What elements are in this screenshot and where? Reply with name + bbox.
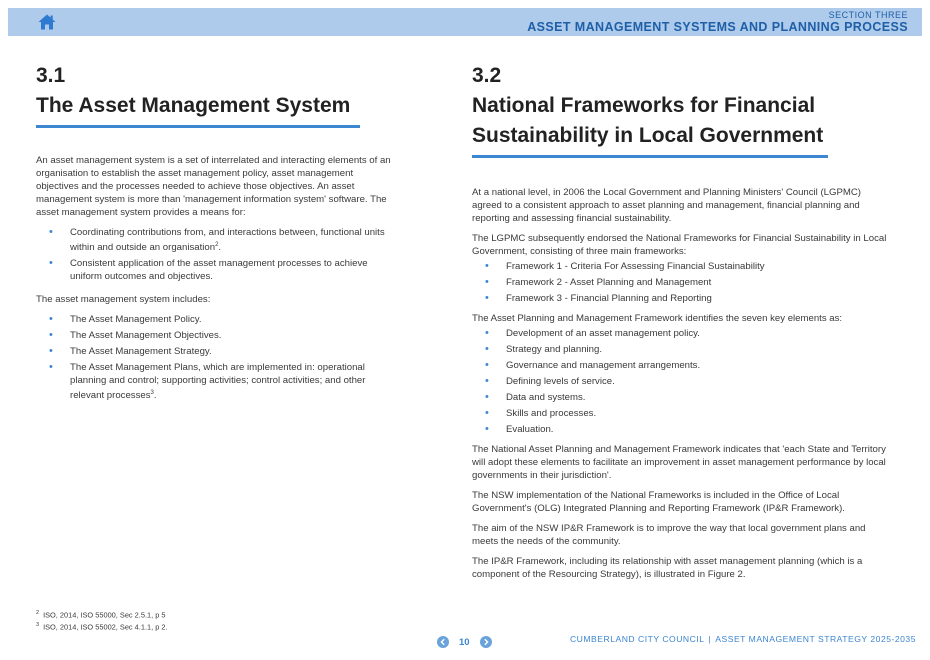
list-item-text: Coordinating contributions from, and interactions between, functional units within and outside an organisation <box>70 227 385 254</box>
footer-doc-info <box>570 634 916 644</box>
home-icon[interactable] <box>38 14 56 30</box>
elements-list <box>472 327 887 436</box>
separator: | <box>708 634 712 644</box>
paragraph: The Asset Planning and Management Framework identifies the seven key elements as: <box>472 313 843 324</box>
footnote-ref[interactable]: 3 <box>150 390 154 397</box>
page-number: 10 <box>459 636 470 648</box>
list-item: • Development of an asset management policy. <box>472 327 887 340</box>
header-bar <box>8 8 922 36</box>
frameworks-list <box>472 260 887 305</box>
list-item: • The Asset Management Plans, which are implemented in: operational planning and control; supporting activities; control activities; and other relevant processes$^3$. <box>36 361 396 402</box>
means-list <box>36 226 396 283</box>
section-number-left: 3.1 <box>36 64 66 87</box>
list-item-text: Consistent application of the asset management processes to achieve uniform outcomes and objectives. <box>70 258 368 283</box>
intro-paragraph: An asset management system is a set of interrelated and interacting elements of an organisation to establish the asset management policy, asset management objectives and the processes needed to achieve those objectives. An asset management system is more than 'management information system' software. The asset management system provides a means for: <box>36 155 391 218</box>
list-item: • Coordinating contributions from, and interactions between, functional units within and outside an organisation$^2$. <box>36 226 396 254</box>
section-heading-left: The Asset Management System <box>36 94 351 117</box>
list-item: • Defining levels of service. <box>472 375 887 388</box>
list-item <box>36 313 396 326</box>
footnote <box>36 608 168 620</box>
section-number-right: 3.2 <box>472 64 502 87</box>
paragraph: The aim of the NSW IP&R Framework is to improve the way that local government plans and meets the needs of the community. <box>472 523 866 547</box>
footnotes <box>36 608 168 633</box>
paragraph: The National Asset Planning and Management Framework indicates that 'each State and Territory will adopt these elements to facilitate an improvement in asset management performance by local governments in their jurisdiction'. <box>472 444 886 481</box>
list-item: • Data and systems. <box>472 391 887 404</box>
section-heading-right-line2: Sustainability in Local Government <box>472 124 824 147</box>
list-item <box>36 329 396 342</box>
footnote-text: ISO, 2014, ISO 55002, Sec 4.1.1, p 2. <box>43 622 168 632</box>
right-column <box>472 60 887 588</box>
list-item <box>36 257 396 283</box>
paragraph: The IP&R Framework, including its relationship with asset management planning (which is a component of the Resourcing Strategy), is illustrated in Figure 2. <box>472 556 863 580</box>
paragraph: At a national level, in 2006 the Local Government and Planning Ministers' Council (LGPMC) agreed to a consistent approach to asset planning and management, financial planning and reporting and assessing financial sustainability. <box>472 187 861 224</box>
list-item: • Framework 1 - Criteria For Assessing Financial Sustainability <box>472 260 887 273</box>
footnote-ref[interactable]: 2 <box>215 242 219 248</box>
includes-list <box>36 313 396 402</box>
section-title: ASSET MANAGEMENT SYSTEMS AND PLANNING PROCESS <box>527 20 908 34</box>
paragraph: The LGPMC subsequently endorsed the National Frameworks for Financial Sustainability in Local Government, consisting of three main frameworks: <box>472 233 887 257</box>
list-item-text: The Asset Management Plans, which are implemented in: operational planning and control; supporting activities; control activities; and other relevant processes <box>70 362 366 402</box>
chevron-right-icon[interactable] <box>480 636 492 648</box>
left-column <box>36 60 396 409</box>
section-heading-right-line1: National Frameworks for Financial <box>472 94 816 117</box>
list-item <box>36 345 396 358</box>
list-item-text: The Asset Management Strategy. <box>70 346 212 358</box>
pager <box>437 635 492 649</box>
includes-intro: The asset management system includes: <box>36 294 211 306</box>
list-item-text: The Asset Management Policy. <box>70 314 202 326</box>
list-item: • Evaluation. <box>472 423 887 436</box>
footnote <box>36 620 168 632</box>
list-item: • Framework 2 - Asset Planning and Management <box>472 276 887 289</box>
footnote-text: ISO, 2014, ISO 55000, Sec 2.5.1, p 5 <box>43 610 166 620</box>
list-item: • Framework 3 - Financial Planning and Reporting <box>472 292 887 305</box>
list-item-text: The Asset Management Objectives. <box>70 330 222 342</box>
footnote-number: 2 <box>36 610 40 616</box>
footnote-number: 3 <box>36 622 40 629</box>
document-name: ASSET MANAGEMENT STRATEGY 2025-2035 <box>715 634 916 644</box>
paragraph: The NSW implementation of the National Frameworks is included in the Office of Local Government's (OLG) Integrated Planning and Reporting Framework (IP&R Framework). <box>472 490 845 514</box>
chevron-left-icon[interactable] <box>437 636 449 648</box>
org-name: CUMBERLAND CITY COUNCIL <box>569 634 705 644</box>
list-item: • Strategy and planning. <box>472 343 887 356</box>
list-item: • Governance and management arrangements. <box>472 359 887 372</box>
list-item: • Skills and processes. <box>472 407 887 420</box>
section-label: SECTION THREE <box>828 10 908 20</box>
